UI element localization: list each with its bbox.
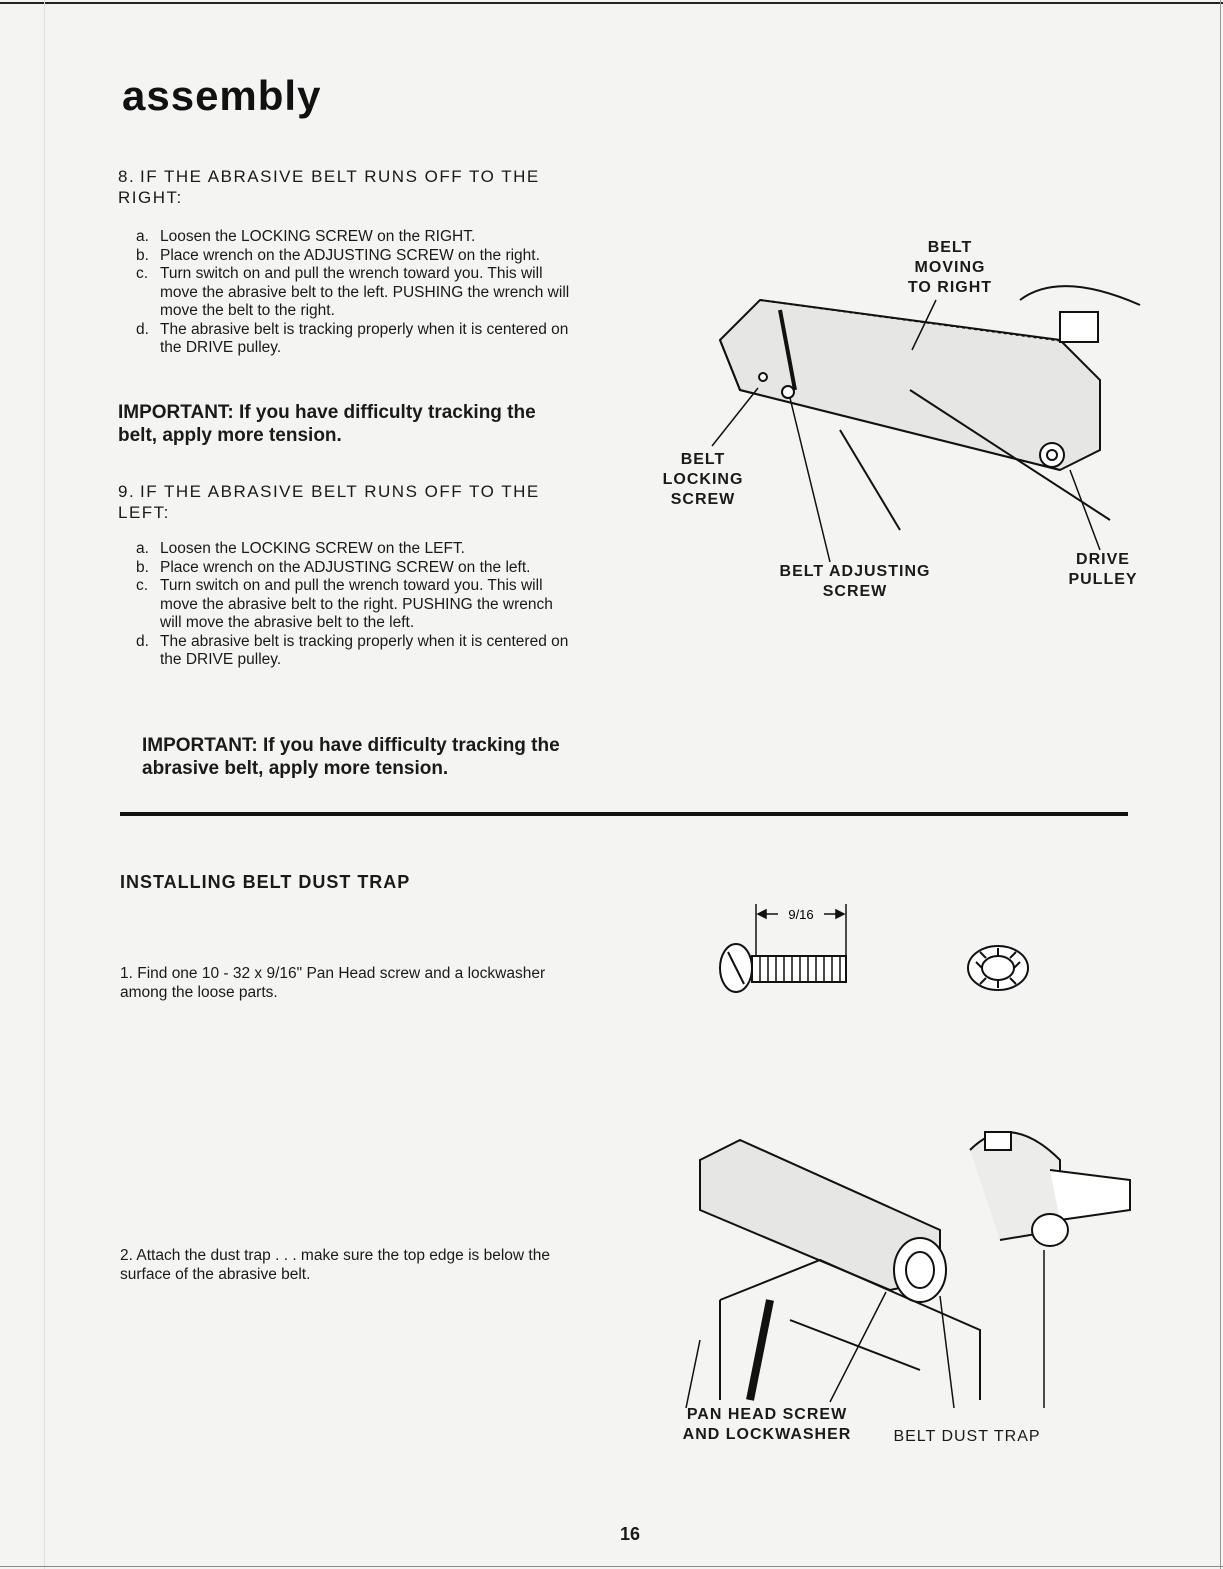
dimension-label: 9/16 [788,907,814,922]
list-item: b. Place wrench on the ADJUSTING SCREW on the right. [136,246,540,264]
sander-illustration [720,286,1140,530]
step9-heading [118,481,568,523]
list-item: c. Turn switch on and pull the wrench toward you. This will move the abrasive belt to the right. PUSHING the wrench will move the abrasive belt to the left. [136,577,553,631]
list-item: b. Place wrench on the ADJUSTING SCREW on the left. [136,558,531,576]
section-divider [120,812,1128,816]
label-adjusting-screw: BELT ADJUSTING SCREW [779,563,931,600]
step9-important: IMPORTANT: If you have difficulty tracking the abrasive belt, apply more tension. [142,735,560,779]
step8-list [136,228,576,358]
dust-trap-step2: 2. Attach the dust trap . . . make sure the top edge is below the surface of the abrasive belt. [120,1247,550,1283]
bottom-border [0,1566,1223,1567]
step8-heading-text: IF THE ABRASIVE BELT RUNS OFF TO THE RIGHT: [118,167,540,207]
label-belt-moving: BELT MOVING TO RIGHT [907,239,993,296]
list-item: a. Loosen the LOCKING SCREW on the LEFT. [136,540,465,557]
dust-trap-heading: INSTALLING BELT DUST TRAP [120,872,411,892]
step8-heading [118,166,568,208]
left-margin-line [44,0,45,1569]
dust-trap-figure [680,1120,1150,1410]
label-pan-head-screw: PAN HEAD SCREW AND LOCKWASHER [682,1406,852,1443]
label-belt-dust-trap: BELT DUST TRAP [893,1428,1041,1445]
page-number: 16 [620,1524,641,1544]
step9-heading-text: IF THE ABRASIVE BELT RUNS OFF TO THE LEFT: [118,482,540,522]
label-drive-pulley: DRIVE PULLEY [1068,551,1138,588]
list-item: a. Loosen the LOCKING SCREW on the RIGHT. [136,228,476,245]
step9-number: 9. [118,482,136,501]
list-item: c. Turn switch on and pull the wrench toward you. This will move the abrasive belt to the left. PUSHING the wrench will move the belt to the right. [136,265,570,319]
sander-dust-trap-illustration [700,1132,1130,1400]
dust-trap-step1: 1. Find one 10 - 32 x 9/16" Pan Head screw and a lockwasher among the loose parts. [120,965,546,1001]
step9-list [136,540,576,670]
pan-head-screw-icon [720,944,846,992]
step8-important: IMPORTANT: If you have difficulty tracking the belt, apply more tension. [118,402,536,446]
top-border [0,2,1223,4]
step8-number: 8. [118,167,136,186]
right-border [1220,0,1221,1569]
lockwasher-icon [968,946,1028,990]
label-locking-screw: BELT LOCKING SCREW [662,451,744,508]
list-item: d. The abrasive belt is tracking properly when it is centered on the DRIVE pulley. [136,632,569,668]
list-item: d. The abrasive belt is tracking properly when it is centered on the DRIVE pulley. [136,320,569,356]
screw-lockwasher-figure [700,896,1060,1006]
page-title: assembly [122,72,322,119]
